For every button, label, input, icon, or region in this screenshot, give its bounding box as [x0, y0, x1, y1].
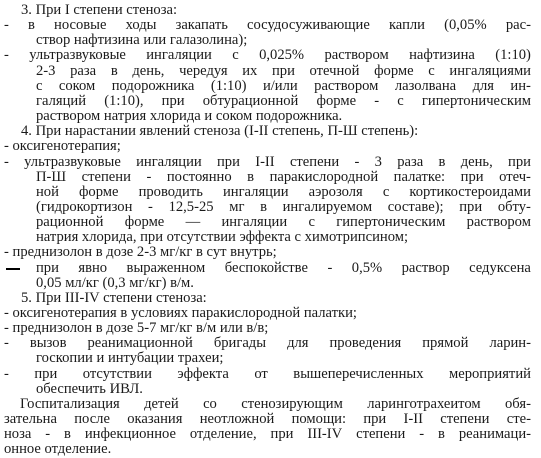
- list-item: - оксигенотерапия в условиях паракислородной палатки;: [4, 305, 357, 321]
- list-item-continuation: раствором натрия хлорида и соком подорожника.: [36, 108, 343, 125]
- list-item-continuation: 2-3 раза в день, чередуя их при отечной форме с ингаляциями: [36, 62, 531, 79]
- list-item: при явно выраженном беспокойстве - 0,5% раствор седуксена: [36, 259, 531, 276]
- list-item: - оксигенотерапия;: [4, 138, 121, 155]
- list-item: - вызов реанимационной бригады для проведения прямой ларин-: [4, 335, 531, 352]
- list-item: - преднизолон в дозе 5-7 мг/кг в/м или в/в;: [4, 320, 269, 337]
- list-item: - преднизолон в дозе 2-3 мг/кг в сут внутрь;: [4, 244, 277, 261]
- list-item-continuation: створ нафтизина или галазолина);: [36, 32, 248, 49]
- list-item-continuation: (гидрокортизон - 12,5-25 мг в ингалируемом составе); при обту-: [36, 198, 531, 215]
- list-item-continuation: обеспечить ИВЛ.: [36, 380, 143, 397]
- bold-dash-bullet: [6, 268, 20, 271]
- list-item: - ультразвуковые ингаляции при I-II степени - 3 раза в день, при: [4, 153, 531, 170]
- list-item-continuation: П-Ш степени - постоянно в паракислородной палатке: при отеч-: [36, 168, 531, 185]
- list-item: - в носовые ходы закапать сосудосуживающие капли (0,05% рас-: [4, 17, 531, 34]
- closing-paragraph-line: Госпитализация детей со стенозирующим ларинготрахеитом обя-: [20, 395, 531, 412]
- closing-paragraph-line: зательна после оказания неотложной помощи: при I-II степени сте-: [4, 411, 531, 428]
- closing-paragraph-line: онное отделение.: [4, 441, 112, 458]
- list-item-continuation: 0,05 мл/кг (0,3 мг/кг) в/м.: [36, 274, 194, 291]
- list-item-continuation: госкопии и интубации трахеи;: [36, 350, 224, 367]
- list-item: - ультразвуковые ингаляции с 0,025% раствором нафтизина (1:10): [4, 47, 531, 64]
- list-item-continuation: рационной форме — ингаляции с гипертоническим раствором: [36, 214, 531, 231]
- section-heading: 5. При III-IV степени стеноза:: [21, 289, 207, 306]
- section-heading: 4. При нарастании явлений стеноза (I-II степень, П-Ш степень):: [21, 123, 419, 140]
- list-item: - при отсутствии эффекта от вышеперечисленных мероприятий: [4, 365, 531, 382]
- section-heading: 3. При I степени стеноза:: [21, 2, 178, 18]
- list-item-continuation: ной форме проводить ингаляции аэрозоля с кортикостероидами: [36, 183, 531, 200]
- list-item-continuation: натрия хлорида, при отсутствии эффекта с химотрипсином;: [36, 229, 409, 246]
- list-item-continuation: галяций (1:10), при обтурационной форме - с гипертоническим: [36, 92, 531, 109]
- closing-paragraph-line: ноза - в инфекционное отделение, при III-IV степени - в реанимаци-: [4, 426, 531, 443]
- list-item-continuation: с соком подорожника (1:10) и/или раствором лазолвана для ин-: [36, 77, 531, 94]
